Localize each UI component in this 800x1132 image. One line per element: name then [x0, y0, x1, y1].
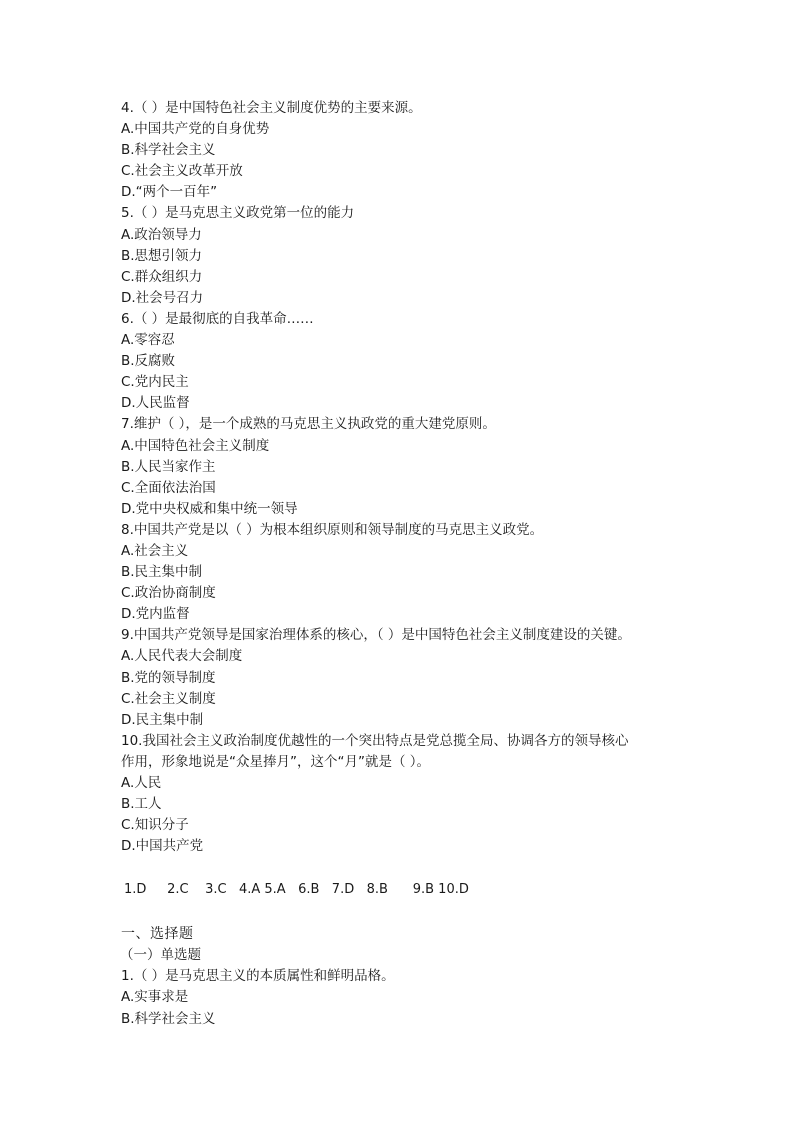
document-body: [121, 98, 721, 1030]
option: D.人民监督: [121, 395, 190, 412]
question-10: [121, 731, 721, 858]
option: A.零容忍: [121, 332, 175, 349]
option: B.思想引领力: [121, 247, 203, 264]
option: B.科学社会主义: [121, 142, 216, 159]
question-text: 7.维护（ ），是一个成熟的马克思主义执政党的重大建党原则。: [121, 416, 496, 433]
section-single-choice: [121, 924, 721, 1029]
question-list: [121, 98, 721, 731]
question-item: [121, 625, 721, 730]
option: B.反腐败: [121, 353, 176, 370]
option: B.工人: [121, 796, 162, 813]
option: A.中国特色社会主义制度: [121, 437, 270, 454]
question-text: 8.中国共产党是以（ ）为根本组织原则和领导制度的马克思主义政党。: [121, 521, 544, 538]
option: D.民主集中制: [121, 711, 204, 728]
option: D.“两个一百年”: [121, 184, 218, 201]
option: C.社会主义制度: [121, 690, 216, 707]
question-item: [121, 414, 721, 519]
option: B.人民当家作主: [121, 458, 216, 475]
question-item: [121, 98, 721, 203]
option: D.中国共产党: [121, 838, 204, 855]
question-text: 6.（ ）是最彻底的自我革命……: [121, 310, 314, 327]
question-text-continued: 作用，形象地说是“众星捧月”，这个“月”就是（ ）。: [121, 753, 431, 770]
option: C.党内民主: [121, 374, 189, 391]
option: C.政治协商制度: [121, 585, 216, 602]
section-subheading: （一）单选题: [120, 947, 201, 964]
option: A.社会主义: [121, 542, 189, 559]
option: C.社会主义改革开放: [121, 163, 243, 180]
option: C.全面依法治国: [121, 479, 216, 496]
option: A.实事求是: [121, 989, 189, 1006]
question-text: 9.中国共产党领导是国家治理体系的核心，（ ）是中国特色社会主义制度建设的关键。: [121, 627, 631, 644]
question-text: 4.（ ）是中国特色社会主义制度优势的主要来源。: [121, 100, 422, 116]
option: C.知识分子: [121, 817, 189, 834]
option: B.党的领导制度: [121, 669, 216, 686]
option: D.社会号召力: [121, 289, 204, 306]
section-heading: 一、选择题: [121, 926, 194, 943]
option: A.中国共产党的自身优势: [121, 121, 270, 138]
option: B.科学社会主义: [121, 1010, 216, 1027]
option: A.人民代表大会制度: [121, 648, 243, 665]
question-item: [121, 520, 721, 625]
option: A.人民: [121, 775, 162, 791]
option: C.群众组织力: [121, 268, 203, 285]
option: D.党内监督: [121, 606, 190, 623]
option: D.党中央权威和集中统一领导: [121, 500, 298, 517]
question-text: 1.（ ）是马克思主义的本质属性和鲜明品格。: [121, 968, 395, 985]
option: B.民主集中制: [121, 564, 203, 581]
question-text: 10.我国社会主义政治制度优越性的一个突出特点是党总揽全局、协调各方的领导核心: [121, 732, 629, 749]
question-text: 5.（ ）是马克思主义政党第一位的能力: [121, 205, 355, 222]
option: A.政治领导力: [121, 226, 202, 243]
question-item: [121, 203, 721, 308]
answer-key: 1.D 2.C 3.C 4.A 5.A 6.B 7.D 8.B 9.B 10.D: [124, 882, 469, 898]
question-item: [121, 309, 721, 414]
